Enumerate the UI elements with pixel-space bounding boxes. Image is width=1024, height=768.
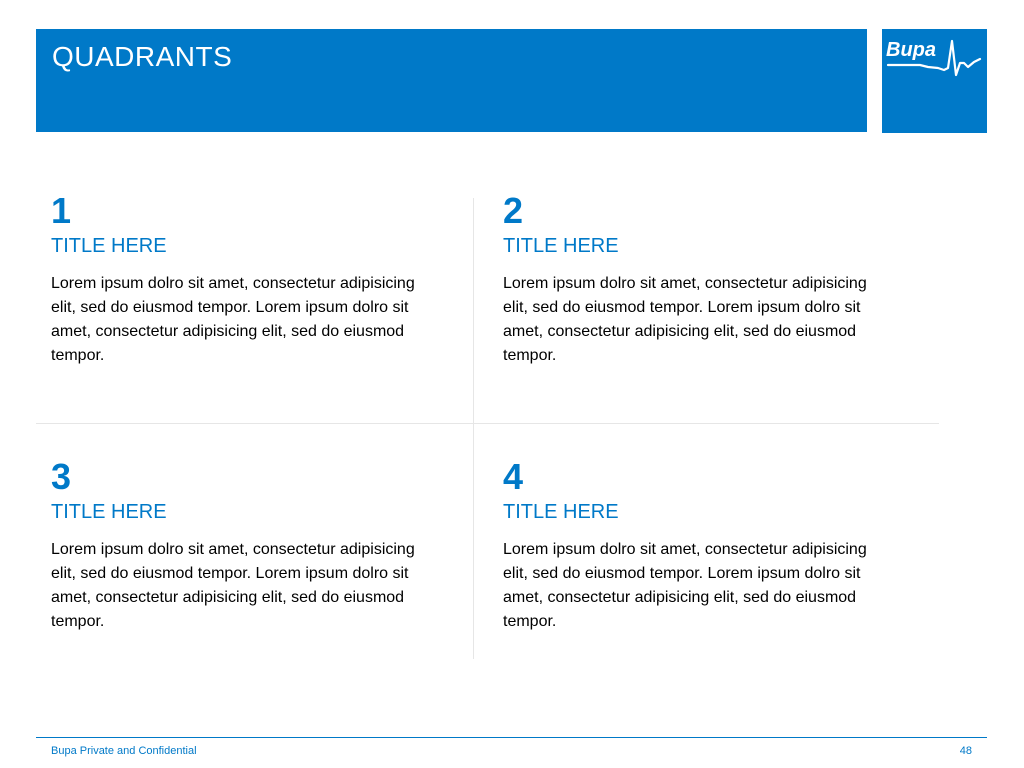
quadrant-title: TITLE HERE bbox=[51, 235, 167, 257]
quadrant-3 bbox=[51, 456, 471, 634]
quadrant-number: 4 bbox=[503, 456, 524, 497]
logo-text: Bupa bbox=[886, 39, 936, 61]
bupa-logo bbox=[882, 29, 987, 133]
quadrant-title: TITLE HERE bbox=[503, 235, 619, 257]
quadrant-body: Lorem ipsum dolro sit amet, consectetur adipisicing elit, sed do eiusmod tempor. Lorem ipsum dolro sit amet, consectetur adipisicing elit, sed do eiusmod tempor. bbox=[503, 275, 867, 364]
page-title: QUADRANTS bbox=[52, 41, 233, 72]
quadrant-4 bbox=[503, 456, 923, 634]
quadrant-number: 3 bbox=[51, 456, 72, 497]
vertical-divider bbox=[473, 198, 474, 659]
quadrant-title: TITLE HERE bbox=[51, 501, 167, 523]
header-bar bbox=[36, 29, 867, 132]
logo-graphic bbox=[882, 29, 987, 133]
footer-rule bbox=[36, 737, 987, 738]
quadrant-number: 2 bbox=[503, 190, 524, 231]
quadrant-body: Lorem ipsum dolro sit amet, consectetur adipisicing elit, sed do eiusmod tempor. Lorem ipsum dolro sit amet, consectetur adipisicing elit, sed do eiusmod tempor. bbox=[51, 541, 415, 630]
footer-confidential: Bupa Private and Confidential bbox=[51, 745, 197, 757]
quadrant-body: Lorem ipsum dolro sit amet, consectetur adipisicing elit, sed do eiusmod tempor. Lorem ipsum dolro sit amet, consectetur adipisicing elit, sed do eiusmod tempor. bbox=[503, 541, 867, 630]
quadrant-number: 1 bbox=[51, 190, 72, 231]
horizontal-divider bbox=[36, 423, 939, 424]
quadrant-1 bbox=[51, 190, 471, 368]
quadrant-title: TITLE HERE bbox=[503, 501, 619, 523]
page-number: 48 bbox=[959, 745, 972, 757]
quadrant-2 bbox=[503, 190, 923, 368]
quadrant-body: Lorem ipsum dolro sit amet, consectetur adipisicing elit, sed do eiusmod tempor. Lorem ipsum dolro sit amet, consectetur adipisicing elit, sed do eiusmod tempor. bbox=[51, 275, 415, 364]
